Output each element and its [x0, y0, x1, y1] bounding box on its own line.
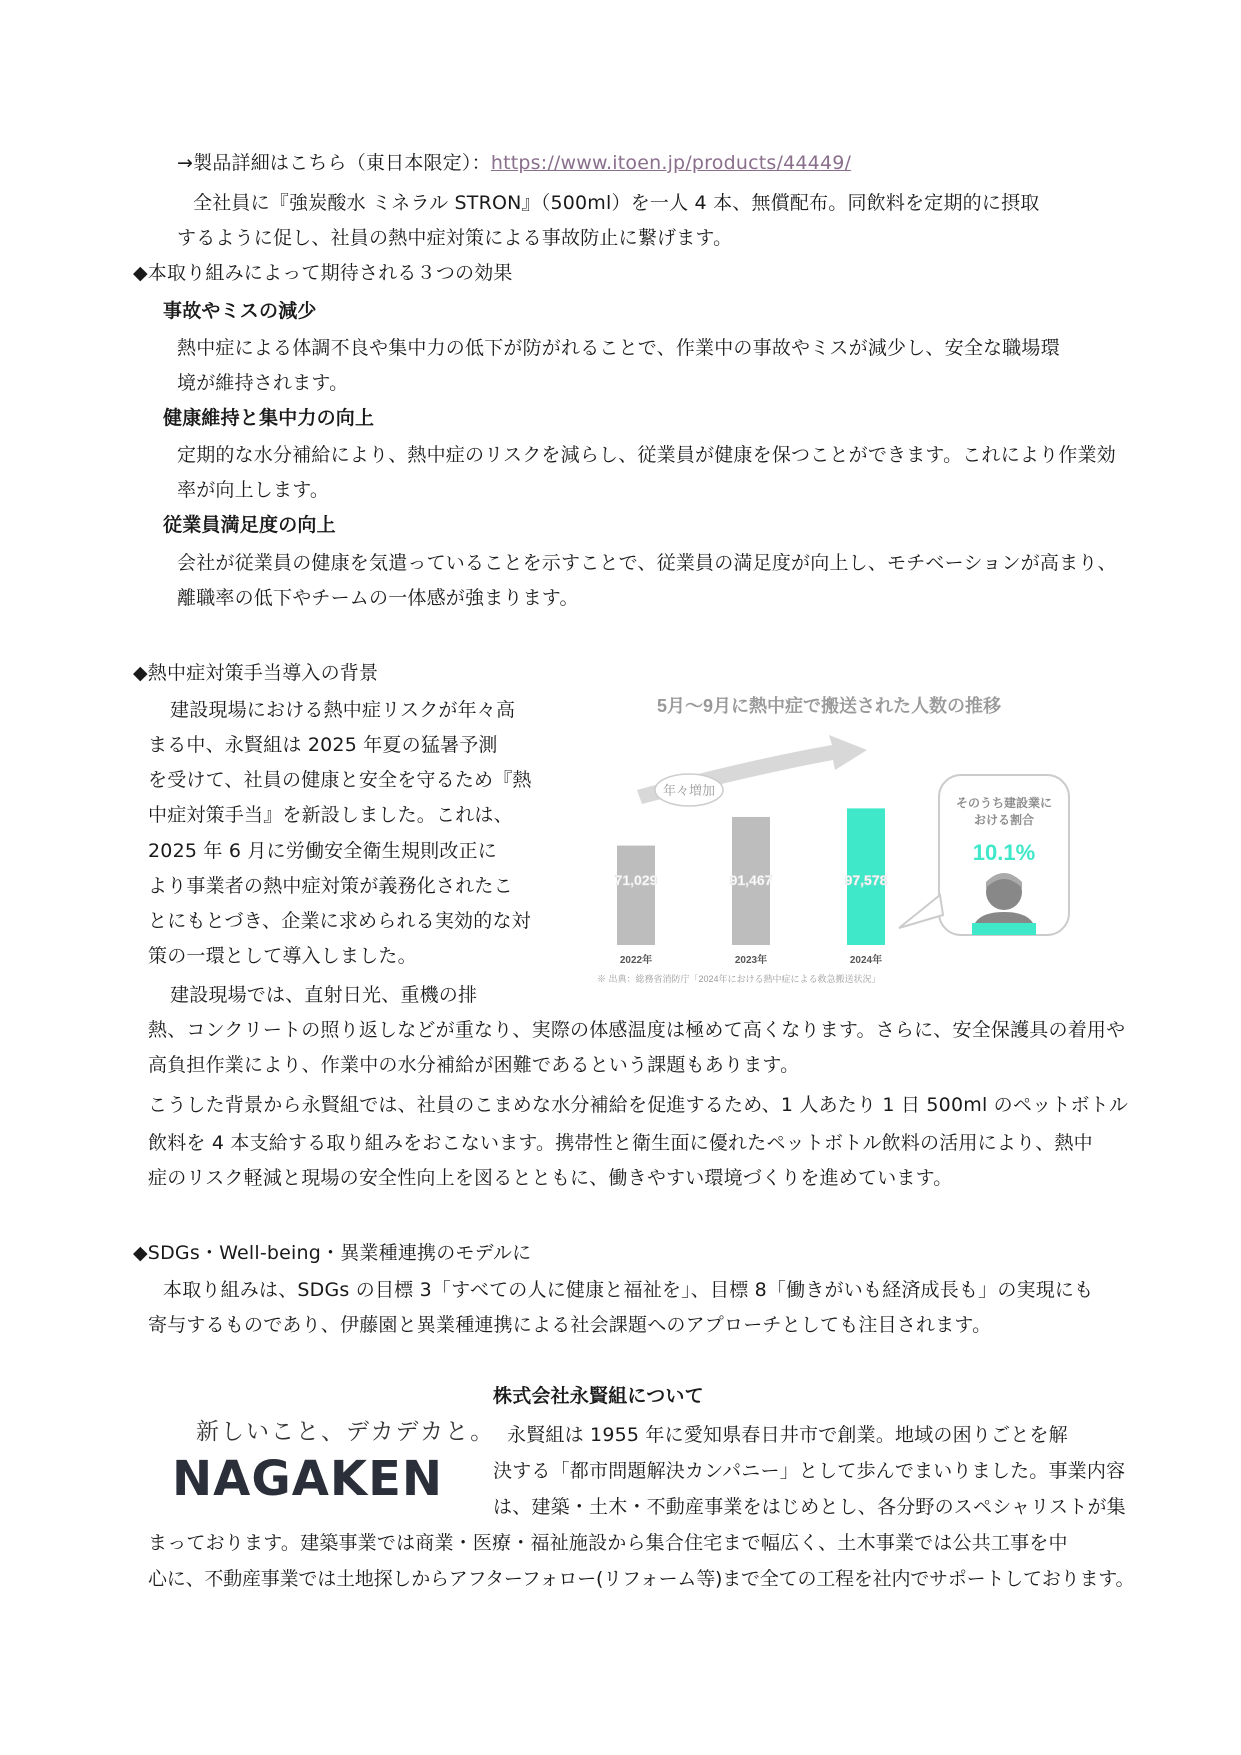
product-link-line: [177, 150, 851, 176]
company-full-line: まっております。建築事業では商業・医療・福祉施設から集合住宅まで幅広く、土木事業では公共工事を中: [148, 1532, 1068, 1554]
background-left-line: 2025 年 6 月に労働安全衛生規則改正に: [148, 840, 497, 862]
background-left-line: とにもとづき、企業に求められる実効的な対: [148, 910, 531, 932]
company-heading: 株式会社永賢組について: [493, 1385, 704, 1407]
product-url-link[interactable]: https://www.itoen.jp/products/44449/: [490, 152, 852, 174]
callout-value: 10.1%: [972, 840, 1036, 865]
effect-title: 事故やミスの減少: [163, 300, 317, 322]
callout-pointer: [899, 895, 943, 928]
company-right-line: 永賢組は 1955 年に愛知県春日井市で創業。地域の困りごとを解: [507, 1424, 1068, 1446]
callout-title-2: おける割合: [973, 813, 1035, 827]
chart-source: ※ 出典：総務省消防庁「2024年における熱中症による救急搬送状況」: [597, 974, 881, 984]
effect-text: 境が維持されます。: [177, 372, 349, 394]
chart-svg: [577, 690, 1082, 990]
company-right-line: 決する「都市問題解決カンパニー」として歩んでまいりました。事業内容: [493, 1460, 1126, 1482]
background-left-line: より事業者の熱中症対策が義務化されたこ: [148, 875, 513, 897]
chart-title: 5月～9月に熱中症で搬送された人数の推移: [656, 696, 1002, 716]
logo-tagline: 新しいこと、デカデカと。: [196, 1419, 496, 1445]
chart-data-label: 71,029: [614, 872, 658, 888]
logo-name: NAGAKEN: [172, 1451, 444, 1507]
callout-title-1: そのうち建設業に: [955, 796, 1053, 810]
company-full-line: 心に、不動産事業では土地探しからアフターフォロー(リフォーム等)まで全ての工程を社内でサポートしております。: [148, 1568, 1135, 1590]
sdgs-line-1: 本取り組みは、SDGs の目標 3「すべての人に健康と福祉を」、目標 8「働きがいも経済成長も」の実現にも: [163, 1279, 1094, 1301]
effect-title: 健康維持と集中力の向上: [163, 407, 375, 429]
background-left-line: 建設現場では、直射日光、重機の排: [170, 984, 478, 1006]
background-full-line: 症のリスク軽減と現場の安全性向上を図るとともに、働きやすい環境づくりを進めています。: [148, 1167, 953, 1189]
effect-text: 離職率の低下やチームの一体感が強まります。: [177, 587, 579, 609]
sdgs-line-2: 寄与するものであり、伊藤園と異業種連携による社会課題へのアプローチとしても注目されます。: [148, 1314, 992, 1336]
background-left-line: 策の一環として導入しました。: [148, 945, 417, 967]
background-left-line: まる中、永賢組は 2025 年夏の猛暑予測: [148, 734, 498, 756]
chart-category-label: 2024年: [849, 955, 883, 966]
background-left-line: 中症対策手当』を新設しました。これは、: [148, 804, 513, 826]
background-left-line: を受けて、社員の健康と安全を守るため『熱: [148, 769, 532, 791]
background-heading: ◆熱中症対策手当導入の背景: [133, 662, 379, 684]
chart-category-label: 2022年: [619, 955, 653, 966]
intro-line-2: するように促し、社員の熱中症対策による事故防止に繋げます。: [177, 227, 733, 249]
chart-data-label: 91,467: [729, 872, 773, 888]
effect-text: 熱中症による体調不良や集中力の低下が防がれることで、作業中の事故やミスが減少し、安全な職場環: [177, 337, 1060, 359]
sdgs-heading: ◆SDGs・Well-being・異業種連携のモデルに: [133, 1242, 532, 1264]
effect-text: 会社が従業員の健康を気遣っていることを示すことで、従業員の満足度が向上し、モチベーションが高まり、: [177, 552, 1117, 574]
product-link-prefix: →製品詳細はこちら（東日本限定）：: [177, 152, 491, 174]
intro-line-1: 全社員に『強炭酸水 ミネラル STRON』（500ml）を一人 4 本、無償配布。同飲料を定期的に摂取: [193, 192, 1040, 214]
trend-label: 年々増加: [662, 783, 716, 798]
effect-text: 定期的な水分補給により、熱中症のリスクを減らし、従業員が健康を保つことができます。これにより作業効: [177, 444, 1116, 466]
background-full-line: こうした背景から永賢組では、社員のこまめな水分補給を促進するため、1 人あたり 1 日 500ml のペットボトル: [148, 1094, 1129, 1116]
heatstroke-chart: [577, 690, 1082, 990]
effect-title: 従業員満足度の向上: [163, 514, 336, 536]
company-right-line: は、建築・土木・不動産事業をはじめとし、各分野のスペシャリストが集: [493, 1496, 1126, 1518]
chart-data-label: 97,578: [844, 872, 888, 888]
bars-layer: [615, 808, 888, 966]
effects-heading: ◆本取り組みによって期待される３つの効果: [133, 262, 513, 284]
chart-category-label: 2023年: [734, 955, 768, 966]
background-full-line: 飲料を 4 本支給する取り組みをおこないます。携帯性と衛生面に優れたペットボトル飲料の活用により、熱中: [148, 1132, 1093, 1154]
nagaken-logo: [172, 1413, 496, 1533]
background-full-line: 高負担作業により、作業中の水分補給が困難であるという課題もあります。: [148, 1054, 800, 1076]
effect-text: 率が向上します。: [177, 479, 330, 501]
background-left-line: 建設現場における熱中症リスクが年々高: [170, 699, 516, 721]
chart-bar: [617, 846, 655, 945]
background-full-line: 熱、コンクリートの照り返しなどが重なり、実際の体感温度は極めて高くなります。さらに、安全保護具の着用や: [148, 1019, 1126, 1041]
